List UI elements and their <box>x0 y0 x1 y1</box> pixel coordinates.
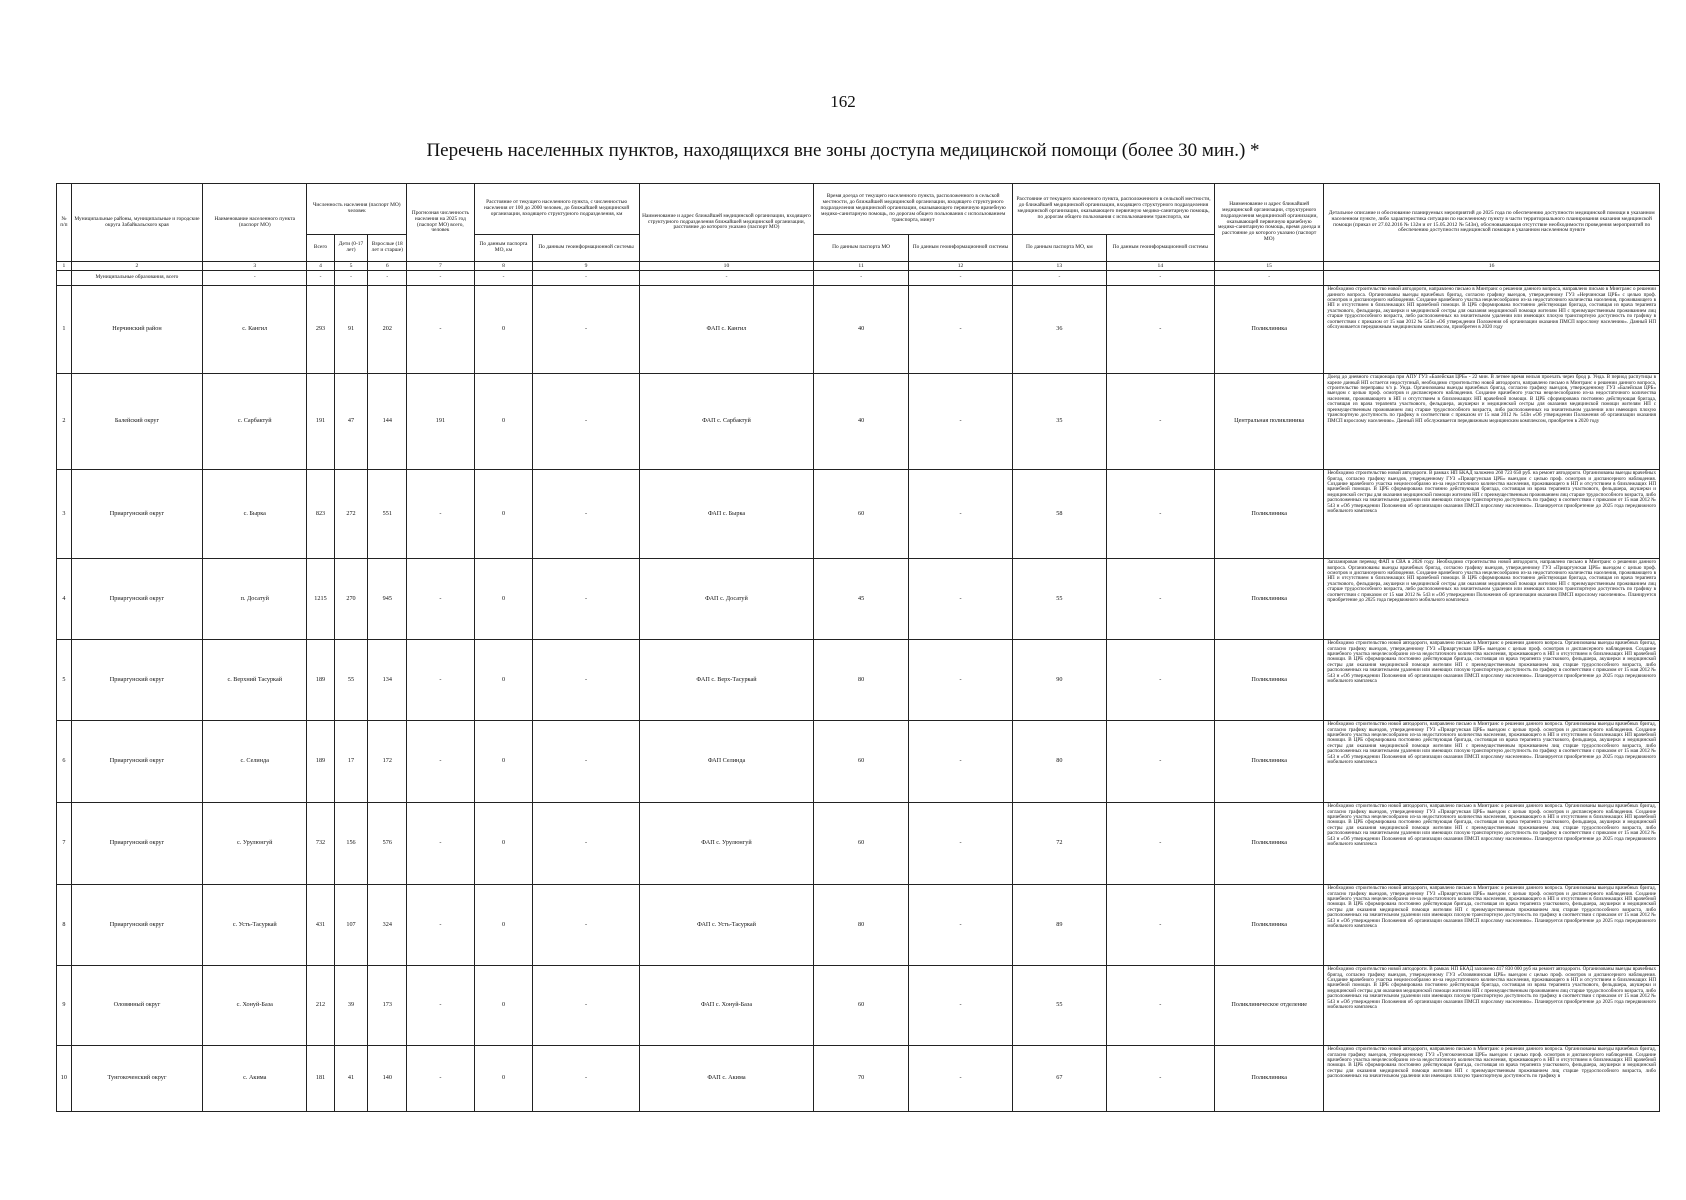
column-number: 1 <box>57 262 72 271</box>
header-travel-time: Время доезда от текущего населенного пункта, расположенного в сельской местности, до ближайшей медицинской организации, входящего структурного подразделения медицинской организации, оказывающего первичную врачебную медико-санитарную помощь, по дорогам общего пользования с использованием транспорта, минут <box>814 184 1013 235</box>
settlement-cell: с. Акима <box>203 1046 307 1112</box>
forecast-population-cell: - <box>407 640 474 721</box>
description-cell: Необходимо строительство новой автодороги, направлено письмо в Минтранс о решении данного вопроса. Организованы выезды врачебных бригад, согласно графику выездов, утвержденному ГУЗ «Приаргунская ЦРБ» выездом с целью проф. осмотров и диспансерного наблюдения. Создание врачебного участка нецелесообразно из-за недостаточного количества населения, проживающего в НП и отсутствием в близлежащих НП врачебной помощи. В ЦРБ сформирована постоянно действующая бригада, состоящая из врача терапевта участкового, фельдшера, акушерки и медицинской сестры для оказания медицинской помощи жителям НП с преимущественным проживанием лиц старше трудоспособного возраста, либо расположенных на значительном удалении или имеющих плохую транспортную доступность по графику в соответствии с приказом от 15 мая 2012 № 543 н «Об утверждении Положения об организации оказания ПМСП взрослому населению». Планируется приобретение до 2025 года передвижного мобильного комплекса <box>1324 640 1660 721</box>
table-row <box>57 559 1660 640</box>
population-children-cell: 41 <box>334 1046 368 1112</box>
municipality-cell: Приаргунский округ <box>71 470 202 559</box>
travel-time-gis-cell: - <box>908 721 1012 803</box>
column-number: 10 <box>639 262 814 271</box>
row-index: 2 <box>57 374 72 470</box>
empty-cell <box>1324 271 1660 286</box>
municipality-cell: Оловянный округ <box>71 966 202 1046</box>
row-index: 1 <box>57 286 72 374</box>
travel-time-passport-cell: 60 <box>814 721 909 803</box>
row-index: 4 <box>57 559 72 640</box>
distance-gis-cell: - <box>533 286 639 374</box>
travel-time-gis-cell: - <box>908 803 1012 885</box>
travel-time-passport-cell: 80 <box>814 640 909 721</box>
municipality-cell: Приаргунский округ <box>71 559 202 640</box>
population-children-cell: 55 <box>334 640 368 721</box>
dash-cell: - <box>368 271 407 286</box>
municipality-cell: Приаргунский округ <box>71 803 202 885</box>
road-distance-gis-cell: - <box>1106 966 1214 1046</box>
table-row <box>57 640 1660 721</box>
distance-gis-cell: - <box>533 1046 639 1112</box>
population-children-cell: 47 <box>334 374 368 470</box>
distance-gis-cell: - <box>533 721 639 803</box>
header-description: Детальное описание и обоснование планируемых мероприятий до 2025 года по обеспечению доступности медицинской помощи в указанном населенном пункте, либо характеристика ситуации по населенному пункту в части территориального планирования оказания медицинской помощи (приказ от 27.02.2016 № 132н и от 15.05.2012 № 543н), обосновывающая отсутствие необходимости проведения мероприятий по обеспечению доступности медицинской помощи в указанном населенном пункте <box>1324 184 1660 262</box>
road-distance-passport-cell: 72 <box>1013 803 1107 885</box>
forecast-population-cell: - <box>407 885 474 966</box>
column-number-row <box>57 262 1660 271</box>
table-row <box>57 286 1660 374</box>
settlement-cell: с. Селинда <box>203 721 307 803</box>
column-number: 11 <box>814 262 909 271</box>
column-number: 5 <box>334 262 368 271</box>
road-distance-gis-cell: - <box>1106 374 1214 470</box>
road-distance-gis-cell: - <box>1106 559 1214 640</box>
row-index: 9 <box>57 966 72 1046</box>
description-cell: Необходимо строительство новой автодороги, направлено письмо в Минтранс о решении данного вопроса. Организованы выезды врачебных бригад, согласно графику выездов, утвержденному ГУЗ «Тунгокоченская ЦРБ» выездом с целью проф. осмотров и диспансерного наблюдения. Создание врачебного участка нецелесообразно из-за недостаточного количества населения, проживающего в НП и отсутствием в близлежащих НП врачебной помощи. В ЦРБ сформирована постоянно действующая бригада, состоящая из врача терапевта участкового, фельдшера, акушерки и медицинской сестры для оказания медицинской помощи жителям НП с преимущественным проживанием лиц старше трудоспособного возраста, либо расположенных на значительном удалении или имеющих плохую транспортную доступность по графику в <box>1324 1046 1660 1112</box>
population-adults-cell: 134 <box>368 640 407 721</box>
header-distance-nearest-mo: Расстояние от текущего населенного пункта, с численностью населения от 100 до 2000 человек, до ближайшей медицинской организации, входящего структурного подразделения, км <box>474 184 639 235</box>
row-index: 8 <box>57 885 72 966</box>
dash-cell: - <box>407 271 474 286</box>
municipality-cell: Приаргунский округ <box>71 721 202 803</box>
description-cell: Необходимо строительство новой автодороги, направлено письмо в Минтранс о решении данного вопроса, направлено письмо в Минтранс о решении данного вопроса. Организованы выезды врачебных бригад, согласно графику выездов, утвержденному ГУЗ «Нерчинская ЦРБ» с целью проф. осмотров и диспансерного наблюдения. Создание врачебного участка нецелесообразно из-за недостаточного количества населения, проживающего в НП и отсутствием в близлежащих НП врачебной помощи. В ЦРБ сформирована постоянно действующая бригада, состоящая из врача терапевта участкового, фельдшера, акушерки и медицинской сестры для оказания медицинской помощи жителям НП с преимущественным проживанием лиц старше трудоспособного возраста, либо расположенных на значительном удалении или имеющих плохую транспортную доступность по графику в соответствии с приказом от 15 мая 2012 № 543н «Об утверждении Положения об организации оказания ПМСП взрослому населению». Данный НП обслуживается передвижным медицинским комплексом, приобретен в 2020 году <box>1324 286 1660 374</box>
population-adults-cell: 144 <box>368 374 407 470</box>
population-children-cell: 107 <box>334 885 368 966</box>
description-cell: Доезд до дневного стационара при АПУ ГУЗ «Балейская ЦРБ» - 22 мин. В летнее время нельзя проехать через брод р. Унда. В период распутицы в кареле данный НП остается недоступный, необходимо строительство новой автодороги, направлено письмо в Минтранс о решении данного вопроса, строительство переправы ч/з р. Унда. Организованы выезды врачебных бригад, согласно графику выездов, утвержденному ГУЗ «Балейская ЦРБ» выездом с целью проф. осмотров и диспансерного наблюдения. Создание врачебного участка нецелесообразно из-за недостаточного количества населения, проживающего в НП и отсутствием в близлежащих НП врачебной помощи. В ЦРБ сформирована постоянно действующая бригада, состоящая из врача терапевта участкового, фельдшера, акушерки и медицинской сестры для оказания медицинской помощи жителям НП с преимущественным проживанием лиц старше трудоспособного возраста, либо расположенных на значительном удалении или имеющих плохую транспортную доступность по графику в соответствии с приказом от 15 мая 2012 № 543н «Об утверждении Положения об организации оказания ПМСП взрослому населению». Данный НП обслуживается передвижным медицинским комплексом, приобретен в 2020 году <box>1324 374 1660 470</box>
forecast-population-cell: - <box>407 470 474 559</box>
header-time-gis: По данным геоинформационной системы <box>908 235 1012 262</box>
forecast-population-cell: - <box>407 966 474 1046</box>
empty-cell <box>57 271 72 286</box>
travel-time-passport-cell: 80 <box>814 885 909 966</box>
header-nearest-primary-care: Наименование и адрес ближайшей медицинской организации, структурного подразделения медицинской организации, оказывающей первичную врачебную медико-санитарную помощь, время доезда и расстояние до которого указано (паспорт МО) <box>1214 184 1323 262</box>
row-index: 5 <box>57 640 72 721</box>
settlement-cell: с. Верхний Тасуркай <box>203 640 307 721</box>
population-children-cell: 39 <box>334 966 368 1046</box>
description-cell: Необходимо строительство новой автодороги. В рамках НП БКАД заложено 260 723 650 руб. на ремонт автодороги. Организованы выезды врачебных бригад, согласно графику выездов, утвержденному ГУЗ «Приаргунская ЦРБ» выездом с целью проф. осмотров и диспансерного наблюдения. Создание врачебного участка нецелесообразно из-за недостаточного количества населения, проживающего в НП и отсутствием в близлежащих НП врачебной помощи. В ЦРБ сформирована постоянно действующая бригада, состоящая из врача терапевта участкового, фельдшера, акушерки и медицинской сестры для оказания медицинской помощи жителям НП с преимущественным проживанием лиц старше трудоспособного возраста, либо расположенных на значительном удалении или имеющих плохую транспортную доступность по графику в соответствии с приказом от 15 мая 2012 № 543 н «Об утверждении Положения об организации оказания ПМСП взрослому населению». Планируется приобретение до 2025 года передвижного мобильного комплекса <box>1324 470 1660 559</box>
road-distance-passport-cell: 35 <box>1013 374 1107 470</box>
settlement-cell: с. Бырка <box>203 470 307 559</box>
road-distance-gis-cell: - <box>1106 885 1214 966</box>
table-row <box>57 1046 1660 1112</box>
population-adults-cell: 202 <box>368 286 407 374</box>
forecast-population-cell: - <box>407 559 474 640</box>
column-number: 16 <box>1324 262 1660 271</box>
description-cell: Запланирован перевод ФАП в СВА в 2026 году. Необходимо строительство новой автодороги, направлено письмо в Минтранс о решении данного вопроса. Организованы выезды врачебных бригад, согласно графику выездов, утвержденному ГУЗ «Приаргунская ЦРБ» выездом с целью проф. осмотров и диспансерного наблюдения. Создание врачебного участка нецелесообразно из-за недостаточного количества населения, проживающего в НП и отсутствием в близлежащих НП врачебной помощи. В ЦРБ сформирована постоянно действующая бригада, состоящая из врача терапевта участкового, фельдшера, акушерки и медицинской сестры для оказания медицинской помощи жителям НП с преимущественным проживанием лиц старше трудоспособного возраста, либо расположенных на значительном удалении или имеющих плохую транспортную доступность по графику в соответствии с приказом от 15 мая 2012 № 543 н «Об утверждении Положения об организации оказания ПМСП взрослому населению». Планируется приобретение до 2025 года передвижного мобильного комплекса <box>1324 559 1660 640</box>
nearest-primary-care-cell: Поликлиническое отделение <box>1214 966 1323 1046</box>
header-road-distance-gis: По данным геоинформационной системы <box>1106 235 1214 262</box>
table-header <box>57 184 1660 262</box>
dash-cell: - <box>474 271 533 286</box>
travel-time-gis-cell: - <box>908 966 1012 1046</box>
dash-cell: - <box>307 271 334 286</box>
distance-gis-cell: - <box>533 470 639 559</box>
distance-passport-cell: 0 <box>474 966 533 1046</box>
nearest-mo-cell: ФАП с. Досатуй <box>639 559 814 640</box>
row-index: 10 <box>57 1046 72 1112</box>
dash-cell: - <box>533 271 639 286</box>
forecast-population-cell: - <box>407 803 474 885</box>
distance-gis-cell: - <box>533 966 639 1046</box>
road-distance-passport-cell: 89 <box>1013 885 1107 966</box>
settlement-cell: с. Сарбактуй <box>203 374 307 470</box>
road-distance-passport-cell: 55 <box>1013 966 1107 1046</box>
column-number: 13 <box>1013 262 1107 271</box>
description-cell: Необходимо строительство новой автодороги, направлено письмо в Минтранс о решении данного вопроса. Организованы выезды врачебных бригад, согласно графику выездов, утвержденному ГУЗ «Приаргунская ЦРБ» выездом с целью проф. осмотров и диспансерного наблюдения. Создание врачебного участка нецелесообразно из-за недостаточного количества населения, проживающего в НП и отсутствием в близлежащих НП врачебной помощи. В ЦРБ сформирована постоянно действующая бригада, состоящая из врача терапевта участкового, фельдшера, акушерки и медицинской сестры для оказания медицинской помощи жителям НП с преимущественным проживанием лиц старше трудоспособного возраста, либо расположенных на значительном удалении или имеющих плохую транспортную доступность по графику в соответствии с приказом от 15 мая 2012 № 543 н «Об утверждении Положения об организации оказания ПМСП взрослому населению». Планируется приобретение до 2025 года передвижного мобильного комплекса <box>1324 803 1660 885</box>
nearest-mo-cell: ФАП Селинда <box>639 721 814 803</box>
travel-time-gis-cell: - <box>908 885 1012 966</box>
settlements-table <box>56 183 1660 1112</box>
municipality-cell: Приаргунский округ <box>71 885 202 966</box>
column-number: 7 <box>407 262 474 271</box>
column-number: 8 <box>474 262 533 271</box>
nearest-mo-cell: ФАП с. Верх-Тасуркай <box>639 640 814 721</box>
table-row <box>57 803 1660 885</box>
road-distance-passport-cell: 55 <box>1013 559 1107 640</box>
header-forecast-population: Прогнозная численность населения на 2025 год (паспорт МО) всего, человек <box>407 184 474 262</box>
travel-time-passport-cell: 60 <box>814 803 909 885</box>
dash-cell: - <box>1106 271 1214 286</box>
road-distance-passport-cell: 80 <box>1013 721 1107 803</box>
table-row <box>57 374 1660 470</box>
road-distance-gis-cell: - <box>1106 286 1214 374</box>
header-road-distance: Расстояние от текущего населенного пункта, расположенного в сельской местности, до ближайшей медицинской организации, входящего структурного подразделения медицинской организации, оказывающего первичную медико-санитарную помощь, по дорогам общего пользования с использованием транспорта, км <box>1013 184 1215 235</box>
forecast-population-cell: - <box>407 1046 474 1112</box>
dash-cell: - <box>814 271 909 286</box>
distance-passport-cell: 0 <box>474 803 533 885</box>
distance-passport-cell: 0 <box>474 1046 533 1112</box>
distance-passport-cell: 0 <box>474 286 533 374</box>
nearest-mo-cell: ФАП с. Усть-Тасуркай <box>639 885 814 966</box>
municipality-cell: Приаргунский округ <box>71 640 202 721</box>
dash-cell: - <box>203 271 307 286</box>
population-adults-cell: 173 <box>368 966 407 1046</box>
table-body <box>57 286 1660 1112</box>
population-children-cell: 270 <box>334 559 368 640</box>
settlement-cell: с. Усть-Тасуркай <box>203 885 307 966</box>
column-number: 2 <box>71 262 202 271</box>
nearest-mo-cell: ФАП с. Акима <box>639 1046 814 1112</box>
column-number: 14 <box>1106 262 1214 271</box>
column-number: 12 <box>908 262 1012 271</box>
table-row <box>57 885 1660 966</box>
travel-time-passport-cell: 70 <box>814 1046 909 1112</box>
population-children-cell: 91 <box>334 286 368 374</box>
dash-cell: - <box>908 271 1012 286</box>
column-number: 4 <box>307 262 334 271</box>
forecast-population-cell: 191 <box>407 374 474 470</box>
description-cell: Необходимо строительство новой автодороги. В рамках НП БКАД заложено 417 830 000 руб на ремонт автодороги. Организованы выезды врачебных бригад, согласно графику выездов, утвержденному ГУЗ «Оловянинская ЦРБ» выездом с целью проф. осмотров и диспансерного наблюдения. Создание врачебного участка нецелесообразно из-за недостаточного количества населения, проживающего в НП и отсутствием в близлежащих НП врачебной помощи. В ЦРБ сформирована постоянно действующая бригада, состоящая из врача терапевта участкового, фельдшера, акушерки и медицинской сестры для оказания медицинской помощи жителям НП с преимущественным проживанием лиц старше трудоспособного возраста, либо расположенных на значительном удалении или имеющих плохую транспортную доступность по графику в соответствии с приказом от 15 мая 2012 № 543 н «Об утверждении Положения об организации оказания ПМСП взрослому населению». Планируется приобретение до 2025 года передвижного мобильного комплекса <box>1324 966 1660 1046</box>
nearest-primary-care-cell: Поликлиника <box>1214 721 1323 803</box>
forecast-population-cell: - <box>407 721 474 803</box>
distance-gis-cell: - <box>533 559 639 640</box>
population-total-cell: 189 <box>307 721 334 803</box>
municipality-cell: Тунгокоченский округ <box>71 1046 202 1112</box>
road-distance-passport-cell: 58 <box>1013 470 1107 559</box>
header-nearest-mo-name: Наименование и адрес ближайшей медицинской организации, входящего структурного подразделения ближайшей медицинской организации, расстояние до которого указано (паспорт МО) <box>639 184 814 262</box>
municipality-cell: Нерчинский район <box>71 286 202 374</box>
population-adults-cell: 551 <box>368 470 407 559</box>
population-adults-cell: 945 <box>368 559 407 640</box>
nearest-mo-cell: ФАП с. Бырка <box>639 470 814 559</box>
settlement-cell: п. Досатуй <box>203 559 307 640</box>
table-row <box>57 966 1660 1046</box>
settlement-cell: с. Урулюнгуй <box>203 803 307 885</box>
population-total-cell: 732 <box>307 803 334 885</box>
dash-cell: - <box>334 271 368 286</box>
nearest-mo-cell: ФАП с. Урулюнгуй <box>639 803 814 885</box>
population-adults-cell: 140 <box>368 1046 407 1112</box>
population-total-cell: 431 <box>307 885 334 966</box>
travel-time-gis-cell: - <box>908 640 1012 721</box>
road-distance-gis-cell: - <box>1106 1046 1214 1112</box>
travel-time-passport-cell: 60 <box>814 966 909 1046</box>
population-total-cell: 181 <box>307 1046 334 1112</box>
settlement-cell: с. Хонуй-База <box>203 966 307 1046</box>
municipal-total-row <box>57 271 1660 286</box>
population-total-cell: 212 <box>307 966 334 1046</box>
road-distance-passport-cell: 67 <box>1013 1046 1107 1112</box>
header-road-distance-passport: По данным паспорта МО, км <box>1013 235 1107 262</box>
header-time-passport: По данным паспорта МО <box>814 235 909 262</box>
column-number: 3 <box>203 262 307 271</box>
population-adults-cell: 172 <box>368 721 407 803</box>
population-adults-cell: 324 <box>368 885 407 966</box>
forecast-population-cell: - <box>407 286 474 374</box>
column-number: 15 <box>1214 262 1323 271</box>
distance-gis-cell: - <box>533 885 639 966</box>
travel-time-passport-cell: 40 <box>814 374 909 470</box>
distance-passport-cell: 0 <box>474 721 533 803</box>
population-total-cell: 189 <box>307 640 334 721</box>
page-number: 162 <box>830 92 856 111</box>
road-distance-gis-cell: - <box>1106 640 1214 721</box>
distance-gis-cell: - <box>533 640 639 721</box>
header-population-children: Дети (0-17 лет) <box>334 235 368 262</box>
travel-time-gis-cell: - <box>908 1046 1012 1112</box>
header-settlement: Наименование населенного пункта (паспорт МО) <box>203 184 307 262</box>
distance-passport-cell: 0 <box>474 559 533 640</box>
road-distance-passport-cell: 36 <box>1013 286 1107 374</box>
dash-cell: - <box>1013 271 1107 286</box>
population-total-cell: 191 <box>307 374 334 470</box>
header-population-total: Всего <box>307 235 334 262</box>
description-cell: Необходимо строительство новой автодороги, направлено письмо в Минтранс о решении данного вопроса. Организованы выезды врачебных бригад, согласно графику выездов, утвержденному ГУЗ «Приаргунская ЦРБ» выездом с целью проф. осмотров и диспансерного наблюдения. Создание врачебного участка нецелесообразно из-за недостаточного количества населения, проживающего в НП и отсутствием в близлежащих НП врачебной помощи. В ЦРБ сформирована постоянно действующая бригада, состоящая из врача терапевта участкового, фельдшера, акушерки и медицинской сестры для оказания медицинской помощи жителям НП с преимущественным проживанием лиц старше трудоспособного возраста, либо расположенных на значительном удалении или имеющих плохую транспортную доступность по графику в соответствии с приказом от 15 мая 2012 № 543 н «Об утверждении Положения об организации оказания ПМСП взрослому населению». Планируется приобретение до 2025 года передвижного мобильного комплекса <box>1324 721 1660 803</box>
header-population-adults: Взрослые (18 лет и старше) <box>368 235 407 262</box>
nearest-mo-cell: ФАП с. Хонуй-База <box>639 966 814 1046</box>
population-adults-cell: 576 <box>368 803 407 885</box>
travel-time-passport-cell: 60 <box>814 470 909 559</box>
distance-passport-cell: 0 <box>474 374 533 470</box>
travel-time-passport-cell: 45 <box>814 559 909 640</box>
header-distance-passport: По данным паспорта МО, км <box>474 235 533 262</box>
column-number: 6 <box>368 262 407 271</box>
nearest-primary-care-cell: Поликлиника <box>1214 470 1323 559</box>
road-distance-passport-cell: 90 <box>1013 640 1107 721</box>
nearest-primary-care-cell: Поликлиника <box>1214 640 1323 721</box>
settlement-cell: с. Кангил <box>203 286 307 374</box>
nearest-primary-care-cell: Поликлиника <box>1214 286 1323 374</box>
population-children-cell: 156 <box>334 803 368 885</box>
travel-time-gis-cell: - <box>908 286 1012 374</box>
distance-passport-cell: 0 <box>474 885 533 966</box>
dash-cell: - <box>639 271 814 286</box>
distance-gis-cell: - <box>533 374 639 470</box>
dash-cell: - <box>1214 271 1323 286</box>
municipal-total-label: Муниципальные образования, всего <box>71 271 202 286</box>
column-numbers <box>57 262 1660 286</box>
travel-time-gis-cell: - <box>908 374 1012 470</box>
municipality-cell: Балейский округ <box>71 374 202 470</box>
nearest-mo-cell: ФАП с. Кангил <box>639 286 814 374</box>
travel-time-passport-cell: 40 <box>814 286 909 374</box>
population-total-cell: 1215 <box>307 559 334 640</box>
header-population: Численность населения (паспорт МО) человек <box>307 184 407 235</box>
road-distance-gis-cell: - <box>1106 721 1214 803</box>
row-index: 6 <box>57 721 72 803</box>
nearest-primary-care-cell: Центральная поликлиника <box>1214 374 1323 470</box>
nearest-primary-care-cell: Поликлиника <box>1214 803 1323 885</box>
population-children-cell: 272 <box>334 470 368 559</box>
road-distance-gis-cell: - <box>1106 803 1214 885</box>
header-municipality: Муниципальные районы, муниципальные и городские округа Забайкальского края <box>71 184 202 262</box>
population-total-cell: 293 <box>307 286 334 374</box>
road-distance-gis-cell: - <box>1106 470 1214 559</box>
column-number: 9 <box>533 262 639 271</box>
nearest-primary-care-cell: Поликлиника <box>1214 885 1323 966</box>
table-row <box>57 470 1660 559</box>
nearest-primary-care-cell: Поликлиника <box>1214 559 1323 640</box>
travel-time-gis-cell: - <box>908 470 1012 559</box>
nearest-primary-care-cell: Поликлиника <box>1214 1046 1323 1112</box>
distance-gis-cell: - <box>533 803 639 885</box>
distance-passport-cell: 0 <box>474 640 533 721</box>
table-row <box>57 721 1660 803</box>
header-index: № п/п <box>57 184 72 262</box>
nearest-mo-cell: ФАП с. Сарбактуй <box>639 374 814 470</box>
population-total-cell: 823 <box>307 470 334 559</box>
row-index: 7 <box>57 803 72 885</box>
page-title: Перечень населенных пунктов, находящихся вне зоны доступа медицинской помощи (более 30 мин.) * <box>426 140 1260 161</box>
row-index: 3 <box>57 470 72 559</box>
travel-time-gis-cell: - <box>908 559 1012 640</box>
population-children-cell: 17 <box>334 721 368 803</box>
description-cell: Необходимо строительство новой автодороги, направлено письмо в Минтранс о решении данного вопроса. Организованы выезды врачебных бригад, согласно графику выездов, утвержденному ГУЗ «Приаргунская ЦРБ» выездом с целью проф. осмотров и диспансерного наблюдения. Создание врачебного участка нецелесообразно из-за недостаточного количества населения, проживающего в НП и отсутствием в близлежащих НП врачебной помощи. В ЦРБ сформирована постоянно действующая бригада, состоящая из врача терапевта участкового, фельдшера, акушерки и медицинской сестры для оказания медицинской помощи жителям НП с преимущественным проживанием лиц старше трудоспособного возраста, либо расположенных на значительном удалении или имеющих плохую транспортную доступность по графику в соответствии с приказом от 15 мая 2012 № 543 н «Об утверждении Положения об организации оказания ПМСП взрослому населению». Планируется приобретение до 2025 года передвижного мобильного комплекса <box>1324 885 1660 966</box>
header-distance-gis: По данным геоинформационной системы <box>533 235 639 262</box>
distance-passport-cell: 0 <box>474 470 533 559</box>
